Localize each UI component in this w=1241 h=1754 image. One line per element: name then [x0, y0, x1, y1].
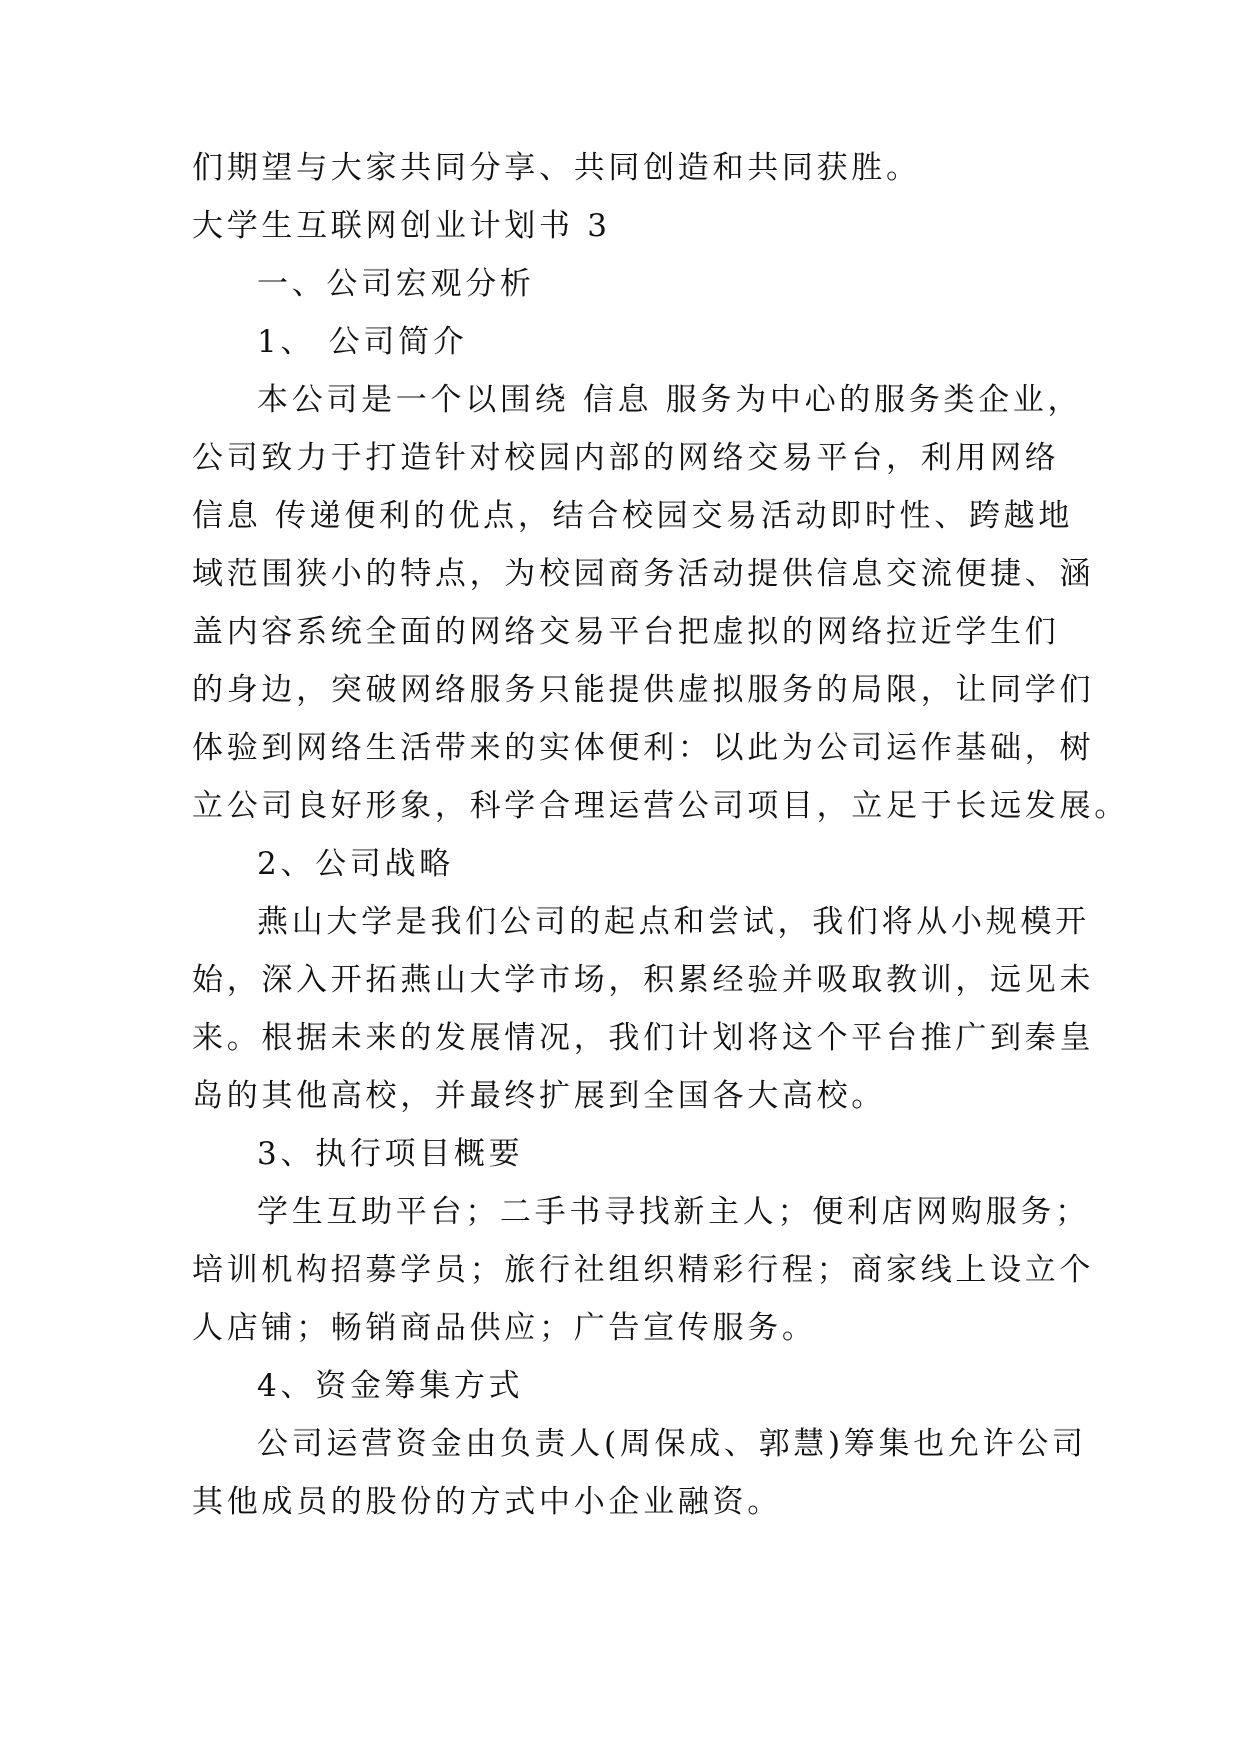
- text-line: 域范围狭小的特点，为校园商务活动提供信息交流便捷、涵: [192, 556, 1095, 592]
- text-line: 本公司是一个以围绕 信息 服务为中心的服务类企业，: [257, 382, 1083, 418]
- text-line: 信息 传递便利的优点，结合校园交易活动即时性、跨越地: [192, 498, 1074, 534]
- text-line: 们期望与大家共同分享、共同创造和共同获胜。: [192, 150, 921, 186]
- subheading-funding: 4、资金筹集方式: [257, 1368, 524, 1404]
- text-line: 学生互助平台；二手书寻找新主人；便利店网购服务；: [257, 1194, 1090, 1230]
- text-line: 体验到网络生活带来的实体便利：以此为公司运作基础，树: [192, 730, 1095, 766]
- text-line: 公司运营资金由负责人(周保成、郭慧)筹集也允许公司: [257, 1426, 1087, 1462]
- text-line: 燕山大学是我们公司的起点和尝试，我们将从小规模开: [257, 904, 1090, 940]
- text-line: 培训机构招募学员；旅行社组织精彩行程；商家线上设立个: [192, 1252, 1095, 1288]
- text-line: 始，深入开拓燕山大学市场，积累经验并吸取教训，远见未: [192, 962, 1095, 998]
- text-line: 岛的其他高校，并最终扩展到全国各大高校。: [192, 1078, 886, 1114]
- text-line: 人店铺；畅销商品供应；广告宣传服务。: [192, 1310, 817, 1346]
- subheading-strategy: 2、公司战略: [257, 846, 454, 882]
- section-title: 大学生互联网创业计划书 3: [192, 208, 611, 244]
- subheading-project-summary: 3、执行项目概要: [257, 1136, 524, 1172]
- text-line: 其他成员的股份的方式中小企业融资。: [192, 1484, 782, 1520]
- text-line: 来。根据未来的发展情况，我们计划将这个平台推广到秦皇: [192, 1020, 1095, 1056]
- text-line: 公司致力于打造针对校园内部的网络交易平台，利用网络: [192, 440, 1060, 476]
- subheading-company-profile: 1、 公司简介: [257, 324, 468, 360]
- text-line: 盖内容系统全面的网络交易平台把虚拟的网络拉近学生们: [192, 614, 1060, 650]
- text-line: 的身边，突破网络服务只能提供虚拟服务的局限，让同学们: [192, 672, 1095, 708]
- text-line: 立公司良好形象，科学合理运营公司项目，立足于长远发展。: [192, 788, 1129, 824]
- heading-macro-analysis: 一、公司宏观分析: [257, 266, 535, 302]
